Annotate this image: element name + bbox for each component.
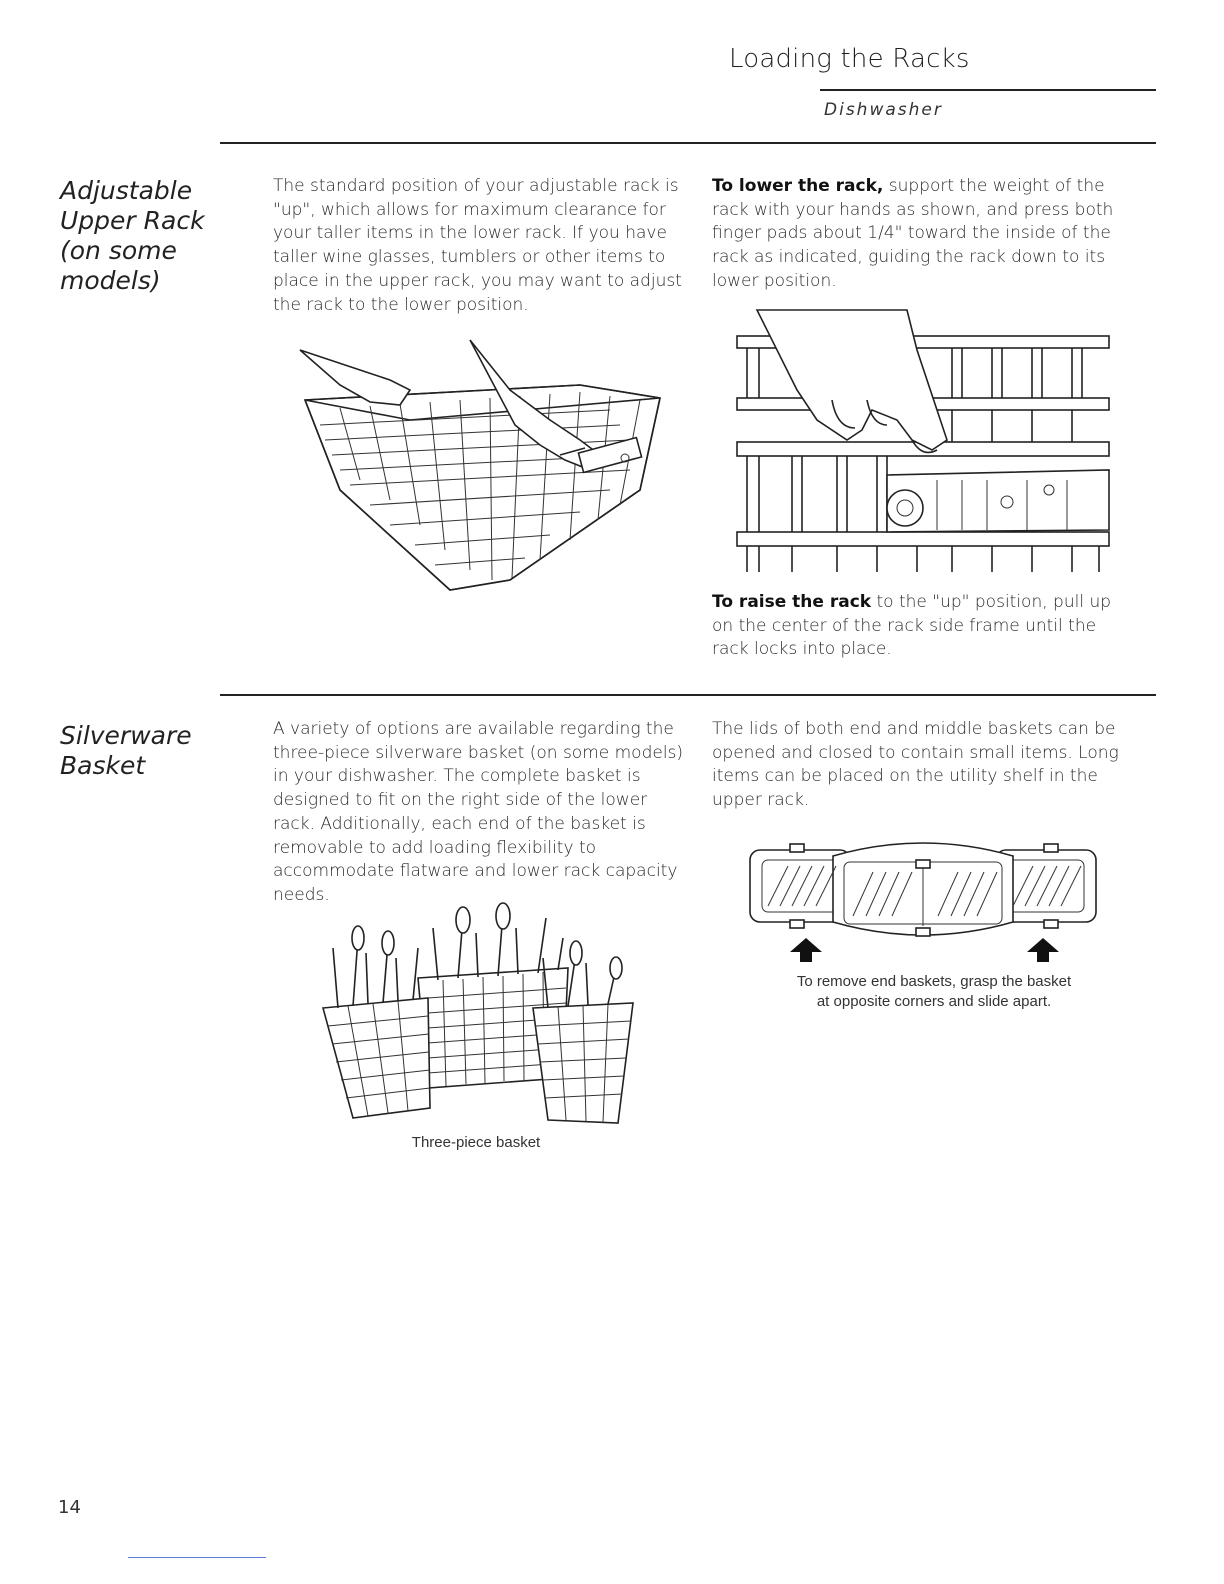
silverware-lids-text: The lids of both end and middle baskets can be opened and closed to contain small items. Long items can be placed on the utility shelf in the upper rack. bbox=[712, 719, 1119, 811]
remove-baskets-caption bbox=[748, 972, 1120, 1012]
raise-rack-label: To raise the rack bbox=[712, 592, 872, 612]
section-title-line: (on some bbox=[60, 236, 177, 265]
raise-rack-text: to the "up" position, pull up on the center of the rack side frame until the rack locks into place. bbox=[712, 592, 1112, 660]
section-title-line: Basket bbox=[60, 751, 146, 780]
header-divider bbox=[820, 89, 1156, 91]
page-number: 14 bbox=[58, 1497, 81, 1518]
remove-caption-line: at opposite corners and slide apart. bbox=[816, 993, 1052, 1010]
finger-pad-illustration bbox=[737, 310, 1109, 580]
three-piece-basket-illustration bbox=[318, 908, 634, 1128]
remove-caption-line: To remove end baskets, grasp the basket bbox=[796, 973, 1072, 990]
section-title-upper-rack bbox=[60, 176, 205, 296]
section-title-line: models) bbox=[60, 266, 161, 295]
section-title-line: Silverware bbox=[60, 721, 192, 750]
footer-link-line bbox=[128, 1557, 266, 1558]
section-divider-top bbox=[220, 142, 1156, 144]
page-subtitle: Dishwasher bbox=[824, 100, 943, 120]
section-title-silverware bbox=[60, 721, 192, 781]
upper-rack-intro-text: The standard position of your adjustable rack is "up", which allows for maximum clearance for your taller items in the lower rack. If you have taller wine glasses, tumblers or other items to place in the upper rack, you may want to adjust the rack to the lower position. bbox=[273, 176, 682, 315]
lower-rack-text: support the weight of the rack with your hands as shown, and press both finger pads about 1/4" toward the inside of the rack as indicated, guiding the rack down to its lower position. bbox=[712, 176, 1114, 291]
raise-rack-instructions bbox=[712, 591, 1136, 662]
silverware-intro-text: A variety of options are available regarding the three-piece silverware basket (on some models) in your dishwasher. The complete basket is designed to fit on the right side of the lower rack. Additionally, each end of the basket is removable to add loading flexibility to accommodate flatware and lower rack capacity needs. bbox=[273, 719, 684, 905]
page-title: Loading the Racks bbox=[729, 44, 970, 74]
upper-rack-illustration bbox=[280, 330, 680, 600]
basket-caption: Three-piece basket bbox=[411, 1134, 541, 1151]
lower-rack-instructions bbox=[712, 175, 1136, 294]
up-arrow-icon bbox=[790, 938, 822, 962]
lower-rack-label: To lower the rack, bbox=[712, 176, 884, 196]
section-title-line: Upper Rack bbox=[60, 206, 205, 235]
up-arrow-icon bbox=[1027, 938, 1059, 962]
section-title-line: Adjustable bbox=[60, 176, 193, 205]
section-divider-middle bbox=[220, 694, 1156, 696]
